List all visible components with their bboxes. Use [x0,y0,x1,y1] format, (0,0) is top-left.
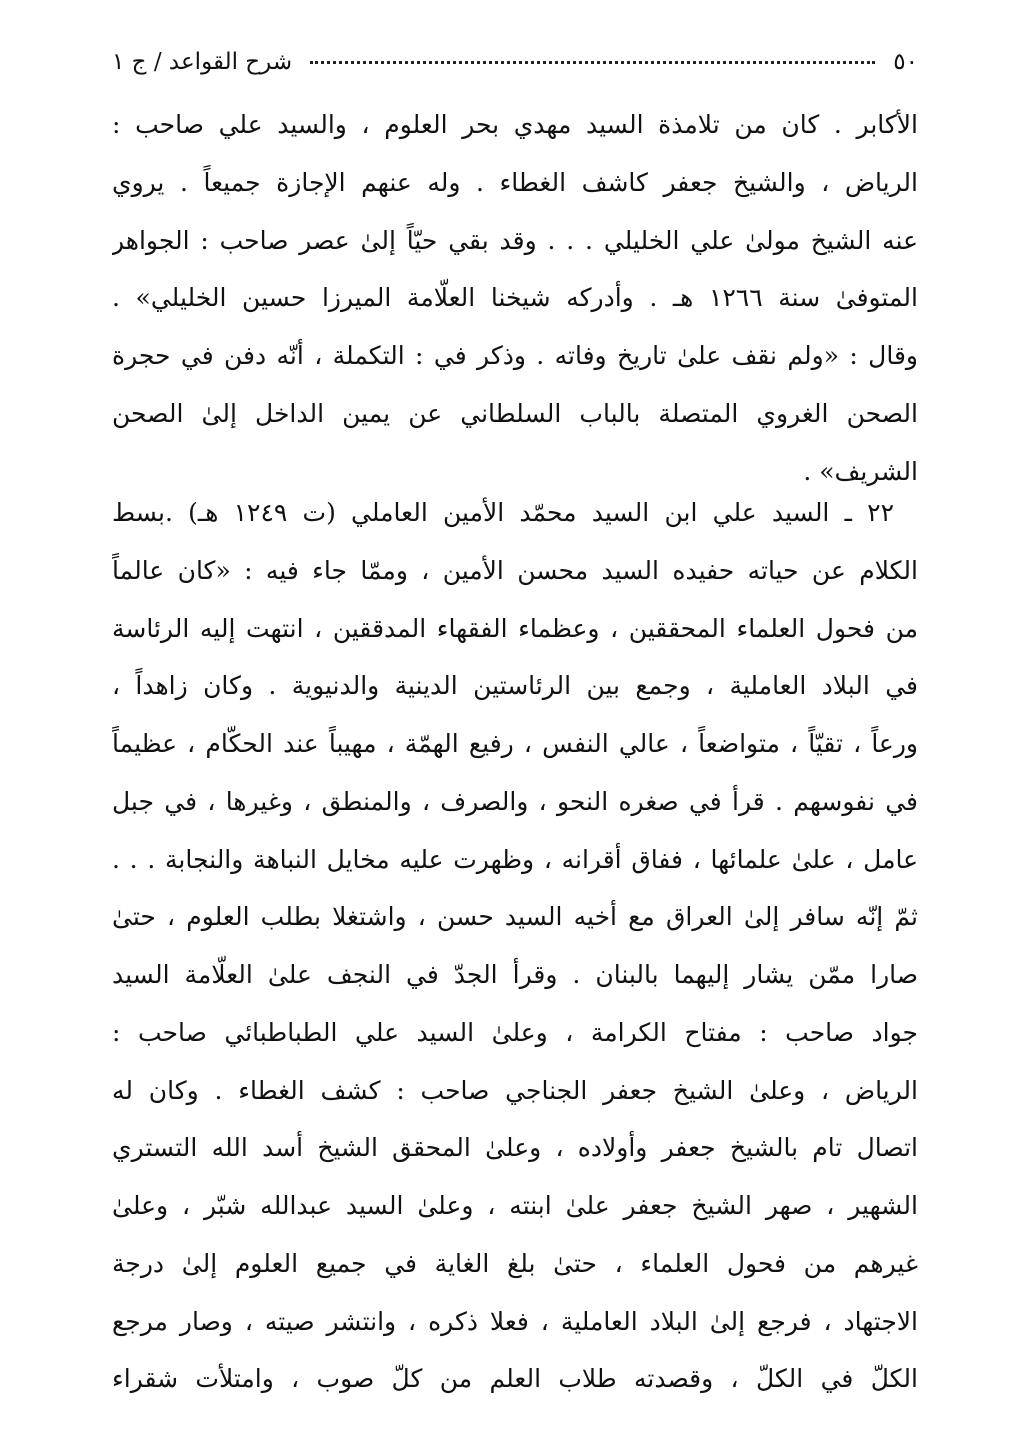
text-line: الشريف» . [803,456,918,486]
text-line: الشهير ، صهر الشيخ جعفر علىٰ ابنته ، وعلىٰ السيد عبدالله شبّر ، وعلىٰ [112,1191,918,1220]
text-line: المتوفىٰ سنة ١٢٦٦ هـ . وأدركه شيخنا العلّامة الميرزا حسين الخليلي» . [112,283,918,313]
page-number: ٥٠ [893,49,918,75]
text-line: جواد صاحب : مفتاح الكرامة ، وعلىٰ السيد علي الطباطبائي صاحب : [112,1017,918,1047]
text-line: الرياض ، والشيخ جعفر كاشف الغطاء . وله عنهم الإجازة جميعاً . يروي [112,167,918,197]
running-title: شرح القواعد / ج ١ [112,49,293,75]
paragraph-2 [112,484,918,1408]
text-line: غيرهم من فحول العلماء ، حتىٰ بلغ الغاية في جميع العلوم إلىٰ درجة [112,1248,918,1278]
text-line: في البلاد العاملية ، وجمع بين الرئاستين الدينية والدنيوية . وكان زاهداً ، [112,671,918,701]
page-header [112,40,918,84]
text-line: الكلّ في الكلّ ، وقصدته طلاب العلم من كلّ صوب ، وامتلأت شقراء [112,1364,918,1394]
text-line: الأكابر . كان من تلامذة السيد مهدي بحر العلوم ، والسيد علي صاحب : [112,110,918,139]
text-line: عامل ، علىٰ علمائها ، ففاق أقرانه ، وظهرت عليه مخايل النباهة والنجابة . . . [112,844,918,874]
text-line: الكلام عن حياته حفيده السيد محسن الأمين ، وممّا جاء فيه : «كان عالماً [112,555,918,585]
text-line: في نفوسهم . قرأ في صغره النحو ، والصرف ، والمنطق ، وغيرها ، في جبل [112,786,918,816]
text-line: الصحن الغروي المتصلة بالباب السلطاني عن يمين الداخل إلىٰ الصحن [112,398,918,428]
text-line: وقال : «ولم نقف علىٰ تاريخ وفاته . وذكر في : التكملة ، أنّه دفن في حجرة [112,341,918,370]
text-line: صارا ممّن يشار إليهما بالبنان . وقرأ الجدّ في النجف علىٰ العلّامة السيد [112,960,918,989]
text-line: عنه الشيخ مولىٰ علي الخليلي . . . وقد بقي حيّاً إلىٰ عصر صاحب : الجواهر [112,225,918,255]
text-line: ورعاً ، تقيّاً ، متواضعاً ، عالي النفس ، رفيع الهمّة ، مهيباً عند الحكّام ، عظيماً [112,729,918,758]
text-line: من فحول العلماء المحققين ، وعظماء الفقهاء المدققين ، انتهت إليه الرئاسة [112,613,918,643]
header-dotted-leader [310,61,875,64]
text-line: اتصال تام بالشيخ جعفر وأولاده ، وعلىٰ المحقق الشيخ أسد الله التستري [112,1133,918,1163]
text-line: الرياض ، وعلىٰ الشيخ جعفر الجناجي صاحب : كشف الغطاء . وكان له [112,1075,918,1105]
text-line: الاجتهاد ، فرجع إلىٰ البلاد العاملية ، فعلا ذكره ، وانتشر صيته ، وصار مرجع [112,1306,918,1336]
paragraph-1 [112,96,918,500]
text-line: ٢٢ ـ السيد علي ابن السيد محمّد الأمين العاملي (ت ١٢٤٩ هـ) .بسط [112,498,894,527]
text-line: ثمّ إنّه سافر إلىٰ العراق مع أخيه السيد حسن ، واشتغلا بطلب العلوم ، حتىٰ [112,902,918,932]
